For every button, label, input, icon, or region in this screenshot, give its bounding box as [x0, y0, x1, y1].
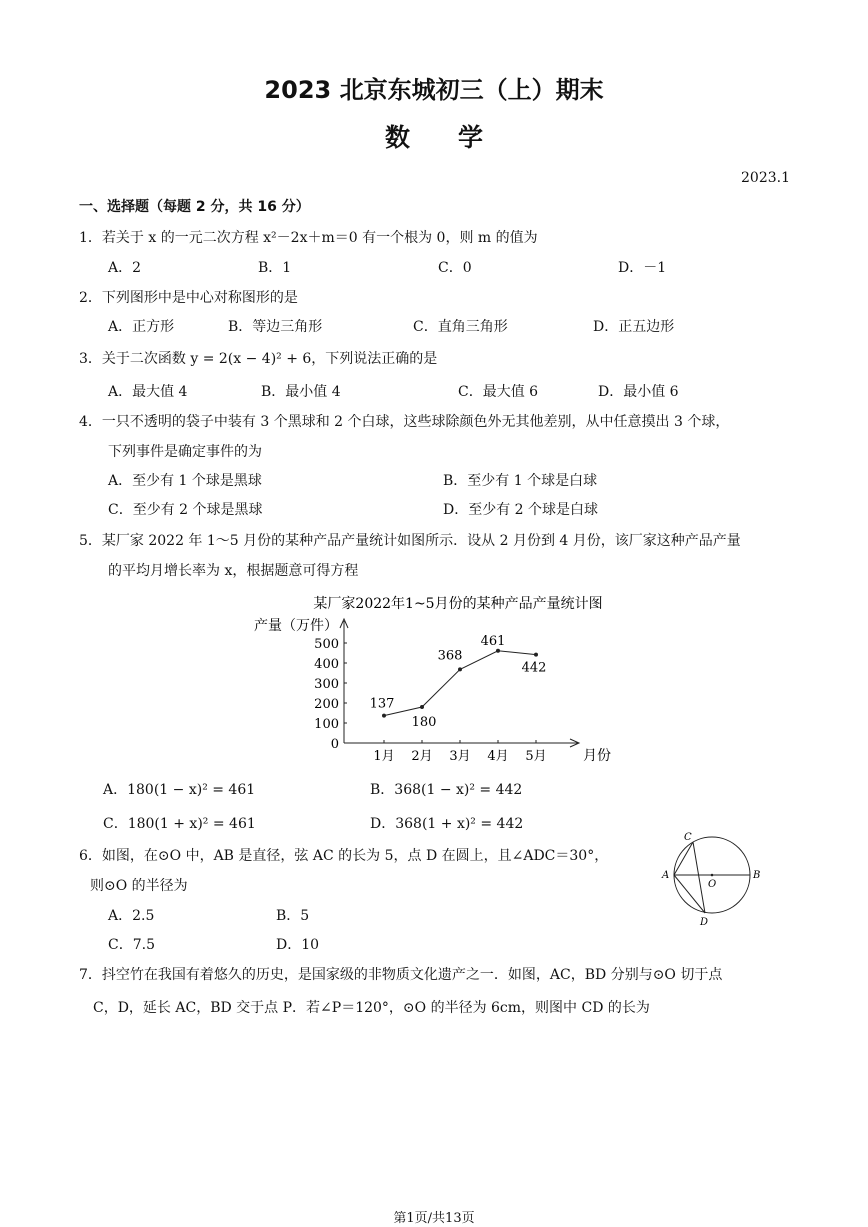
x-tick-label: 2月	[411, 749, 433, 764]
q1-option-a: A．2	[108, 260, 142, 276]
data-label: 180	[411, 715, 437, 730]
q1-option-b: B．1	[258, 260, 292, 276]
label-c: C	[684, 832, 692, 843]
data-label: 442	[521, 660, 547, 676]
q6-option-b: B．5	[276, 908, 310, 924]
chart-title: 某厂家2022年1~5月份的某种产品产量统计图	[313, 596, 603, 612]
q6-option-c: C．7.5	[108, 937, 155, 953]
page-title: 2023 北京东城初三（上）期末	[264, 76, 604, 104]
question-5-line2: 的平均月增长率为 x，根据题意可得方程	[108, 563, 359, 579]
question-6-line2: 则⊙O 的半径为	[90, 878, 188, 894]
question-5: 5．某厂家 2022 年 1～5 月份的某种产品产量统计如图所示．设从 2 月份到 4 月份，该厂家这种产品产量	[79, 533, 741, 549]
page-number: 第1页/共13页	[393, 1211, 475, 1226]
y-tick-label: 500	[314, 637, 339, 652]
q2-option-d: D．正五边形	[593, 319, 675, 335]
chord-ac	[674, 842, 693, 875]
question-7-line2: C，D，延长 AC，BD 交于点 P．若∠P＝120°，⊙O 的半径为 6cm，则图中 CD 的长为	[93, 1000, 650, 1016]
q4-option-c: C．至少有 2 个球是黑球	[108, 502, 263, 518]
x-tick-label: 3月	[449, 749, 471, 764]
q5-option-b: B．368(1 − x)² = 442	[370, 782, 523, 798]
data-point	[458, 667, 462, 671]
data-point	[382, 714, 386, 718]
question-4-line2: 下列事件是确定事件的为	[108, 444, 262, 460]
label-d: D	[700, 917, 709, 928]
y-tick-label: 0	[330, 737, 339, 752]
q6-option-d: D．10	[276, 937, 320, 953]
label-b: B	[753, 870, 761, 881]
question-6: 6．如图，在⊙O 中，AB 是直径，弦 AC 的长为 5，点 D 在圆上，且∠ADC＝30°，	[79, 848, 609, 864]
center-point	[711, 874, 714, 877]
q3-option-a: A．最大值 4	[108, 384, 188, 400]
x-tick-label: 4月	[487, 749, 509, 764]
data-label: 461	[480, 633, 506, 649]
chart-data-labels	[370, 634, 547, 730]
chart-x-axis-label: 月份	[583, 748, 611, 764]
question-3: 3．关于二次函数 y = 2(x − 4)² + 6，下列说法正确的是	[79, 351, 438, 367]
q5-option-a: A．180(1 − x)² = 461	[103, 782, 256, 798]
q4-option-b: B．至少有 1 个球是白球	[443, 473, 598, 489]
y-tick-label: 300	[314, 677, 339, 692]
label-a: A	[662, 870, 670, 881]
y-tick-label: 100	[314, 717, 339, 732]
q5-option-c: C．180(1 + x)² = 461	[103, 816, 256, 832]
q2-option-b: B．等边三角形	[228, 319, 323, 335]
subject-title: 数学	[384, 123, 531, 152]
q1-option-c: C．0	[438, 260, 472, 276]
data-label: 137	[369, 696, 395, 712]
q3-option-b: B．最小值 4	[261, 384, 341, 400]
q3-option-d: D．最小值 6	[598, 384, 679, 400]
chart-y-axis-label: 产量（万件）	[254, 618, 338, 634]
q1-option-d: D．－1	[618, 260, 667, 276]
exam-date: 2023.1	[741, 170, 790, 186]
chart-axes	[340, 619, 579, 747]
question-2: 2．下列图形中是中心对称图形的是	[79, 290, 298, 306]
q4-option-d: D．至少有 2 个球是白球	[443, 502, 599, 518]
q2-option-a: A．正方形	[108, 319, 175, 335]
q6-option-a: A．2.5	[108, 908, 155, 924]
y-tick-label: 400	[314, 657, 339, 672]
production-line-chart	[240, 588, 620, 773]
chart-y-ticks	[314, 637, 347, 752]
data-point	[496, 649, 500, 653]
x-tick-label: 1月	[373, 749, 395, 764]
circle-figure	[655, 826, 770, 931]
chart-x-ticks	[373, 740, 546, 764]
question-1: 1．若关于 x 的一元二次方程 x²－2x＋m＝0 有一个根为 0，则 m 的值为	[79, 230, 538, 246]
data-point	[534, 653, 538, 657]
q4-option-a: A．至少有 1 个球是黑球	[108, 473, 262, 489]
q5-option-d: D．368(1 + x)² = 442	[370, 816, 524, 832]
data-point	[420, 705, 424, 709]
question-7: 7．抖空竹在我国有着悠久的历史，是国家级的非物质文化遗产之一．如图，AC，BD 分别与⊙O 切于点	[79, 967, 723, 983]
q3-option-c: C．最大值 6	[458, 384, 539, 400]
q2-option-c: C．直角三角形	[413, 319, 508, 335]
x-tick-label: 5月	[525, 749, 547, 764]
data-label: 368	[437, 648, 463, 664]
question-4: 4．一只不透明的袋子中装有 3 个黑球和 2 个白球，这些球除颜色外无其他差别，从中任意摸出 3 个球，	[79, 414, 730, 430]
chord-cd	[693, 842, 705, 913]
section-heading: 一、选择题（每题 2 分，共 16 分）	[79, 199, 310, 215]
label-o: O	[708, 879, 717, 890]
y-tick-label: 200	[314, 697, 339, 712]
